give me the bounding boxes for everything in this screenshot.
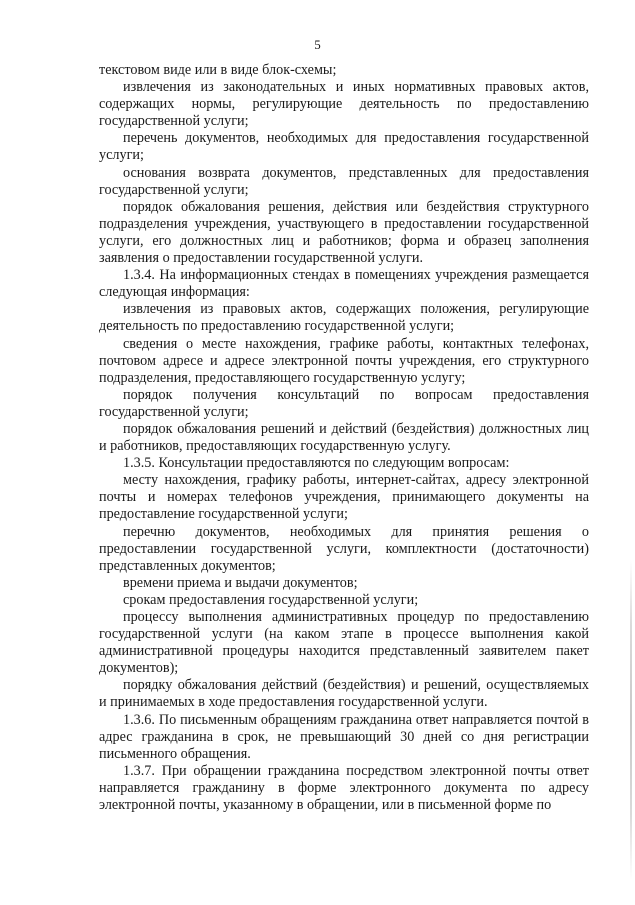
- paragraph-19: 1.3.7. При обращении гражданина посредством электронной почты ответ направляется гражданину в форме электронного документа по адресу электронной почты, указанному в обращении, или в письменной форме по: [99, 762, 589, 814]
- paragraph-15: срокам предоставления государственной услуги;: [123, 591, 419, 608]
- paragraph-1: текстовом виде или в виде блок-схемы;: [99, 62, 337, 78]
- paragraph-7: извлечения из правовых актов, содержащих положения, регулирующие деятельность по предоставлению государственной услуги;: [99, 301, 589, 335]
- document-body: [99, 62, 589, 814]
- page-number: 5: [314, 37, 321, 52]
- paragraph-18: 1.3.6. По письменным обращениям гражданина ответ направляется почтой в адрес гражданина в срок, не превышающий 30 дней со дня регистрации письменного обращения.: [99, 711, 589, 762]
- paragraph-9: порядок получения консультаций по вопросам предоставления государственной услуги;: [99, 386, 589, 420]
- paragraph-17: порядку обжалования действий (бездействия) и решений, осуществляемых и принимаемых в ходе предоставления государственной услуги.: [99, 677, 589, 711]
- paragraph-12: месту нахождения, графику работы, интернет-сайтах, адресу электронной почты и номерах телефонов учреждения, принимающего документы на предоставление государственной услуги;: [99, 472, 589, 523]
- paragraph-4: основания возврата документов, представленных для предоставления государственной услуги;: [99, 164, 589, 198]
- paragraph-5: порядок обжалования решения, действия или бездействия структурного подразделения учреждения, участвующего в предоставлении государственной услуги, его должностных лиц и работников; форма и образец заполнения заявления о предоставлении государственной услуги.: [99, 198, 589, 267]
- paragraph-13: перечню документов, необходимых для принятия решения о предоставлении государственной услуги, комплектности (достаточности) представленных документов;: [99, 523, 589, 574]
- paragraph-6: 1.3.4. На информационных стендах в помещениях учреждения размещается следующая информация:: [99, 267, 589, 301]
- paragraph-2: извлечения из законодательных и иных нормативных правовых актов, содержащих нормы, регулирующие деятельность по предоставлению государственной услуги;: [99, 79, 589, 130]
- paragraph-3: перечень документов, необходимых для предоставления государственной услуги;: [99, 130, 589, 164]
- paragraph-11: 1.3.5. Консультации предоставляются по следующим вопросам:: [123, 455, 510, 472]
- scan-edge-shadow: [630, 560, 632, 880]
- paragraph-10: порядок обжалования решений и действий (бездействия) должностных лиц и работников, предоставляющих государственную услугу.: [99, 420, 589, 455]
- paragraph-16: процессу выполнения административных процедур по предоставлению государственной услуги (на каком этапе в процессе выполнения какой административной процедуры находится представленный заявителем пакет документов);: [99, 609, 589, 677]
- paragraph-14: времени приема и выдачи документов;: [123, 574, 358, 591]
- paragraph-8: сведения о месте нахождения, графике работы, контактных телефонах, почтовом адресе и адресе электронной почты учреждения, его структурного подразделения, предоставляющего государственную услугу;: [99, 335, 589, 386]
